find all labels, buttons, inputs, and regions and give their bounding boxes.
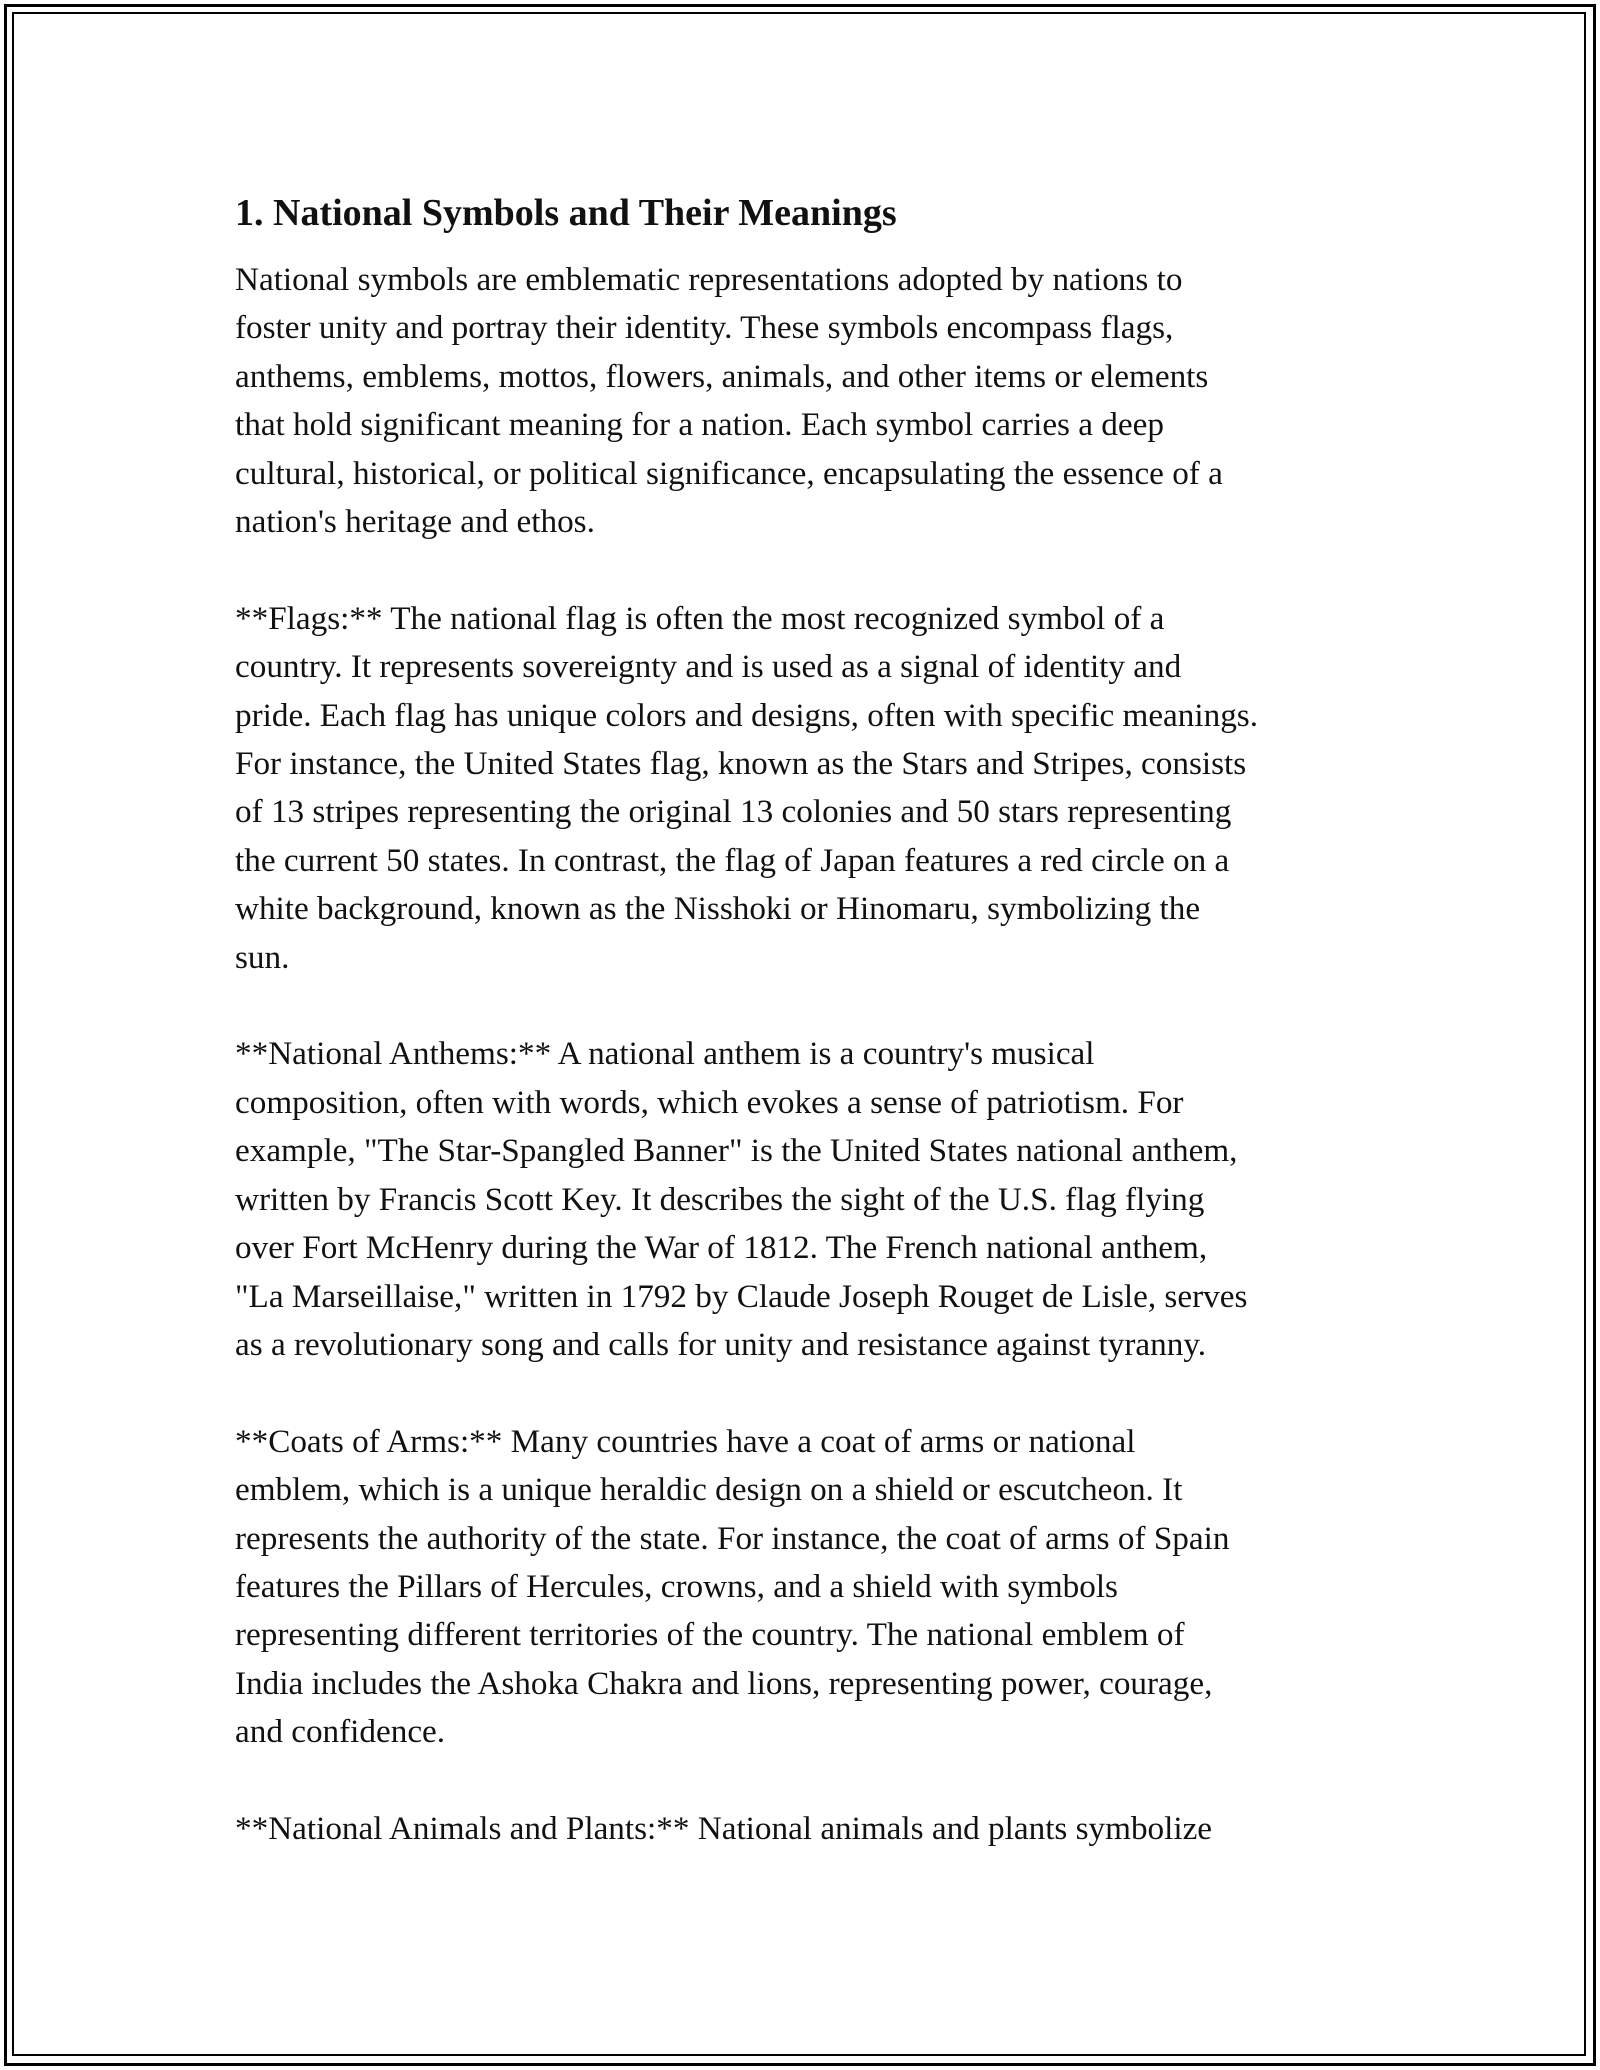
document-body <box>235 182 1385 1853</box>
paragraph-intro: National symbols are emblematic representations adopted by nations to foster unity and portray their identity. These symbols encompass flags, anthems, emblems, mottos, flowers, animals, and other items or elements that hold significant meaning for a nation. Each symbol carries a deep cultural, historical, or political significance, encapsulating the essence of a nation's heritage and ethos. <box>235 261 1223 541</box>
section-heading: 1. National Symbols and Their Meanings <box>235 192 897 234</box>
paragraph-national-anthems: **National Anthems:** A national anthem is a country's musical composition, often with words, which evokes a sense of patriotism. For example, "The Star-Spangled Banner" is the United States national anthem, written by Francis Scott Key. It describes the sight of the U.S. flag flying over Fort McHenry during the War of 1812. The French national anthem, "La Marseillaise," written in 1792 by Claude Joseph Rouget de Lisle, serves as a revolutionary song and calls for unity and resistance against tyranny. <box>235 1035 1248 1363</box>
paragraph-coats-of-arms: **Coats of Arms:** Many countries have a coat of arms or national emblem, which is a unique heraldic design on a shield or escutcheon. It represents the authority of the state. For instance, the coat of arms of Spain features the Pillars of Hercules, crowns, and a shield with symbols representing different territories of the country. The national emblem of India includes the Ashoka Chakra and lions, representing power, courage, and confidence. <box>235 1422 1230 1751</box>
paragraph-flags: **Flags:** The national flag is often the most recognized symbol of a country. It represents sovereignty and is used as a signal of identity and pride. Each flag has unique colors and designs, often with specific meanings. For instance, the United States flag, known as the Stars and Stripes, consists of 13 stripes representing the original 13 colonies and 50 stars representing the current 50 states. In contrast, the flag of Japan features a red circle on a white background, known as the Nisshoki or Hinomaru, symbolizing the sun. <box>235 599 1258 976</box>
paragraph-animals-and-plants: **National Animals and Plants:** National animals and plants symbolize <box>235 1809 1213 1847</box>
